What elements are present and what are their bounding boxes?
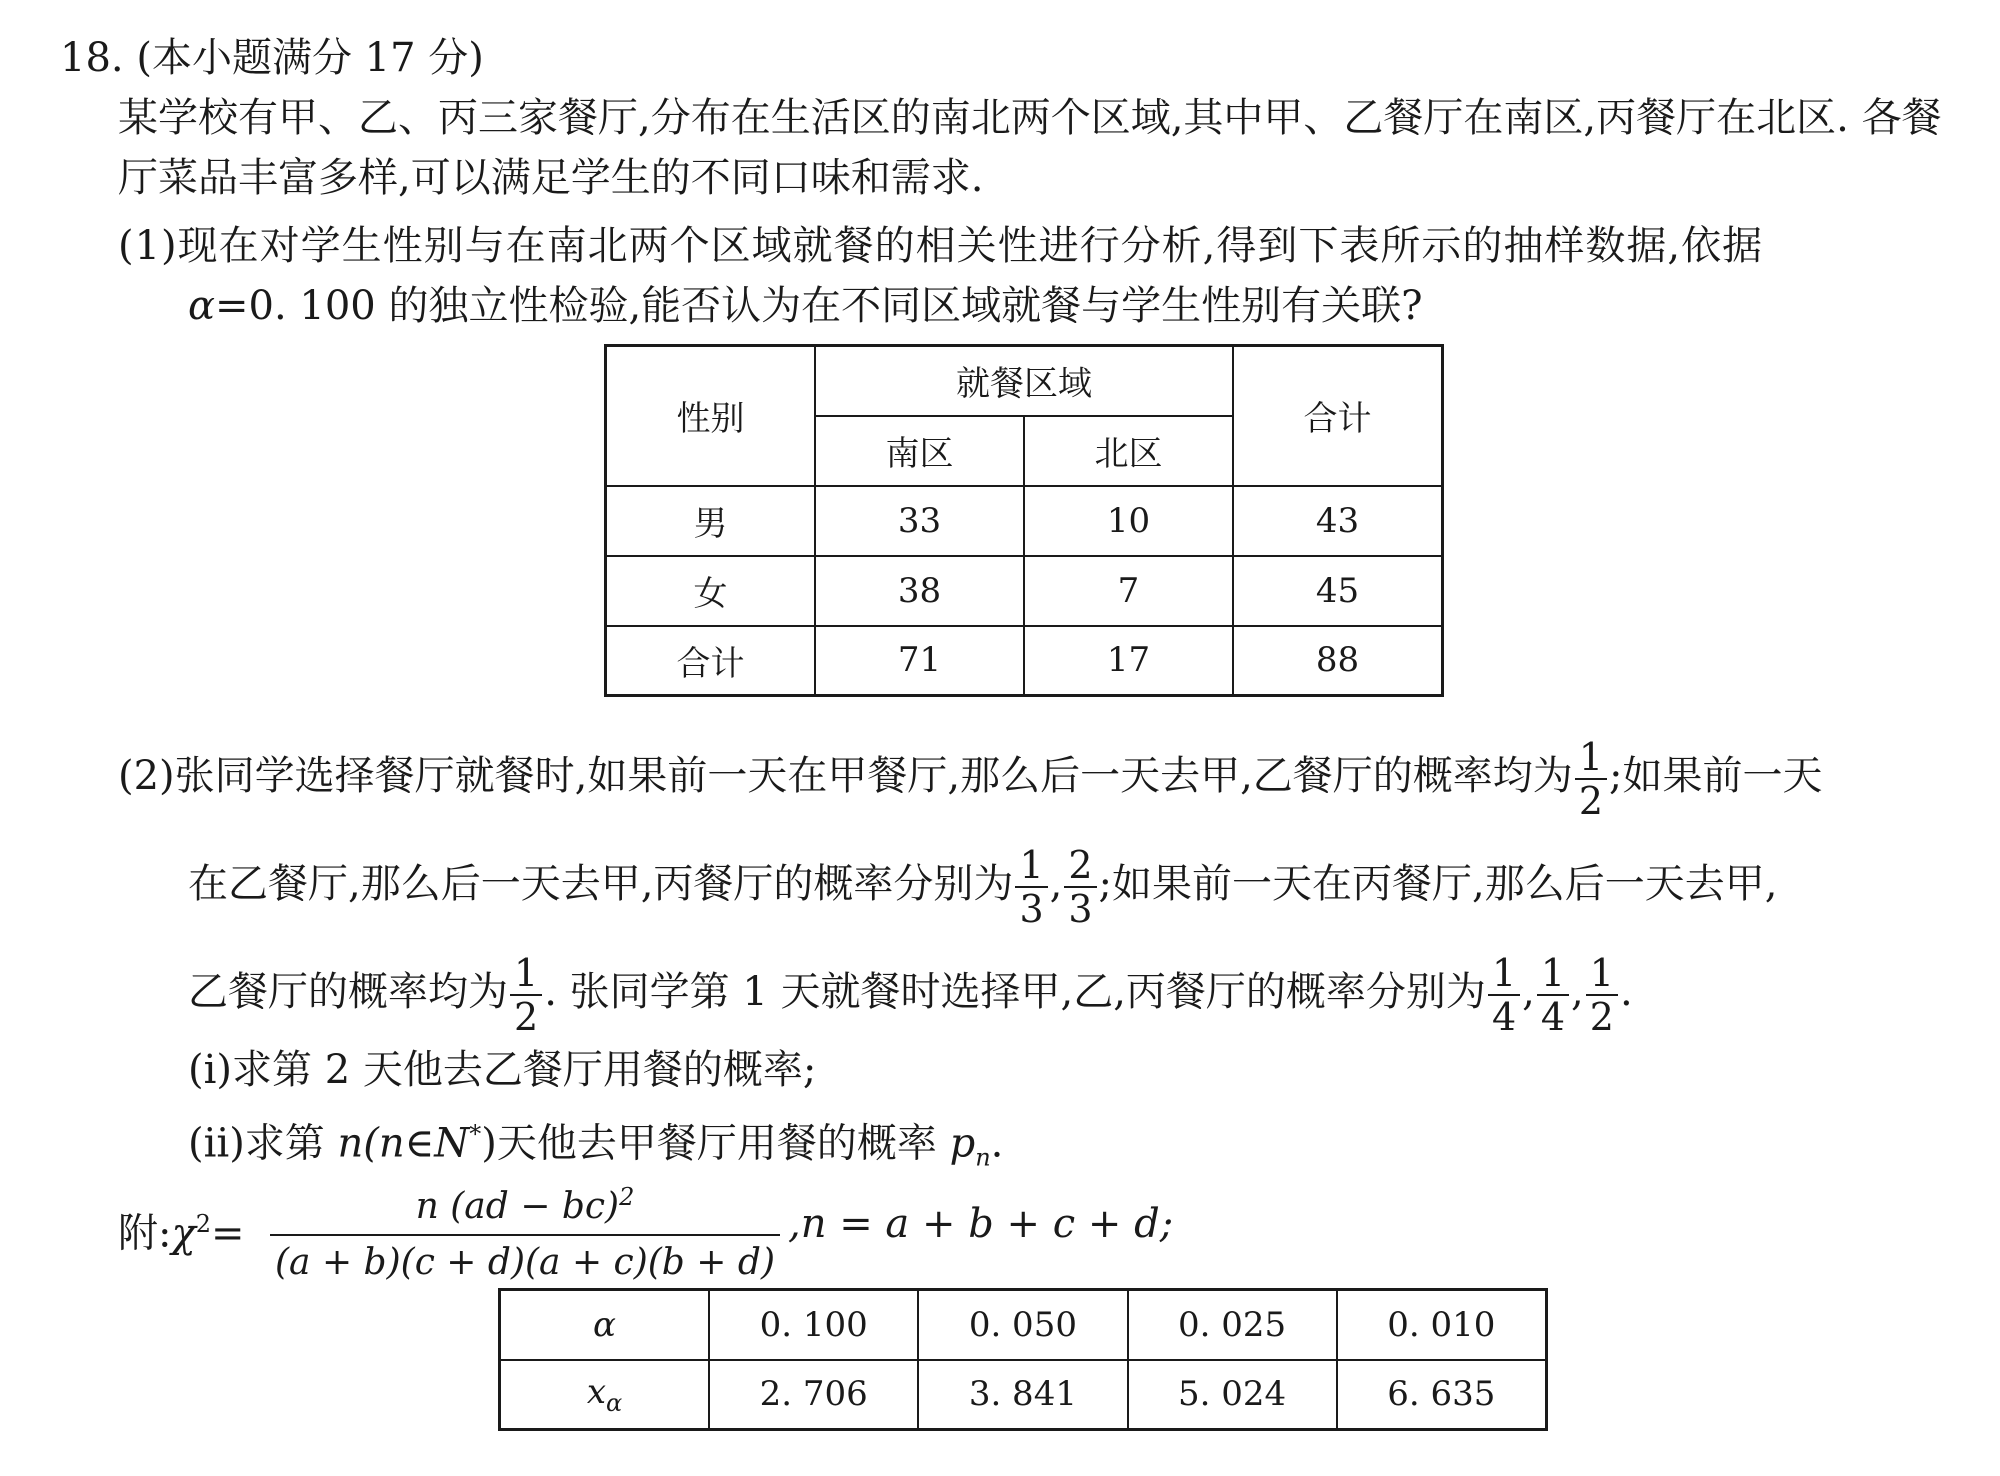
- contingency-table: [604, 344, 1444, 697]
- part1-line-2: [188, 282, 1423, 330]
- fraction-quarter: $\frac{1}{4}$: [1488, 952, 1520, 1038]
- part2-line-2-text: 在乙餐厅,那么后一天去甲,丙餐厅的概率分别为: [188, 861, 1014, 907]
- cell-north: 7: [1024, 556, 1233, 626]
- alpha-value: 0. 050: [918, 1290, 1127, 1360]
- fraction-half: $\frac{1}{2}$: [510, 952, 542, 1038]
- cell-south: 38: [815, 556, 1024, 626]
- header-south: 南区: [815, 416, 1024, 486]
- cell-total: 43: [1233, 486, 1443, 556]
- header-gender: 性别: [606, 346, 815, 486]
- x-value: 6. 635: [1337, 1360, 1547, 1430]
- x-value: 3. 841: [918, 1360, 1127, 1430]
- cell-total: 45: [1233, 556, 1443, 626]
- formula-numerator: n (ad − bc): [415, 1186, 620, 1227]
- alpha-value: 0. 100: [709, 1290, 918, 1360]
- x-value: 2. 706: [709, 1360, 918, 1430]
- fraction-third: $\frac{1}{3}$: [1015, 844, 1047, 930]
- part2-line-3-mid: . 张同学第 1 天就餐时选择甲,乙,丙餐厅的概率分别为: [544, 969, 1486, 1015]
- part1-line-1: (1)现在对学生性别与在南北两个区域就餐的相关性进行分析,得到下表所示的抽样数据,依据: [118, 223, 1764, 269]
- table-row: [606, 556, 1443, 626]
- intro-line-2: 厅菜品丰富多样,可以满足学生的不同口味和需求.: [118, 155, 984, 201]
- critical-value-table: [498, 1288, 1548, 1431]
- appendix-label: 附$:\chi^2=$: [118, 1210, 245, 1257]
- chi-square-formula: $\frac{n (ad - bc)^2}{(a + b)(c + d)(a + c)(b + d)}$: [270, 1176, 780, 1284]
- part2-line-1-tail: ;如果前一天: [1609, 753, 1823, 799]
- question-number: 18.: [60, 35, 124, 81]
- table-row: [606, 626, 1443, 696]
- question-header: [60, 34, 484, 82]
- part2-line-1: [118, 736, 1822, 822]
- cell-north: 10: [1024, 486, 1233, 556]
- part2-line-1-text: (2)张同学选择餐厅就餐时,如果前一天在甲餐厅,那么后一天去甲,乙餐厅的概率均为: [118, 753, 1573, 799]
- cell-total: 88: [1233, 626, 1443, 696]
- fraction-half: $\frac{1}{2}$: [1586, 952, 1618, 1038]
- formula-tail: ,n = a + b + c + d;: [788, 1201, 1174, 1247]
- x-value: 5. 024: [1128, 1360, 1337, 1430]
- alpha-symbol: α: [188, 283, 216, 329]
- fraction-half: $\frac{1}{2}$: [1575, 736, 1607, 822]
- score-note: (本小题满分 17 分): [136, 35, 484, 81]
- header-region: 就餐区域: [815, 346, 1233, 416]
- cell-south: 71: [815, 626, 1024, 696]
- sub-question-i: (ⅰ)求第 2 天他去乙餐厅用餐的概率;: [188, 1047, 817, 1093]
- part2-line-2: 在乙餐厅,那么后一天去甲,丙餐厅的概率分别为 $\frac{1}{3}$ , $\frac{2}{3}$ ;如果前一天在丙餐厅,那么后一天去甲,: [188, 843, 1778, 931]
- row-label: 合计: [606, 626, 815, 696]
- cell-north: 17: [1024, 626, 1233, 696]
- alpha-value: 0. 025: [1128, 1290, 1337, 1360]
- cell-south: 33: [815, 486, 1024, 556]
- fraction-two-thirds: $\frac{2}{3}$: [1064, 844, 1096, 930]
- chi-symbol: χ: [171, 1210, 196, 1257]
- part1-line-2-text: =0. 100 的独立性检验,能否认为在不同区域就餐与学生性别有关联?: [215, 283, 1423, 329]
- part2-line-2-tail: ;如果前一天在丙餐厅,那么后一天去甲,: [1098, 861, 1778, 907]
- sub-question-ii: (ⅱ)求第 n(n∈N*)天他去甲餐厅用餐的概率 $p_n$.: [188, 1120, 1004, 1172]
- part2-line-3: 乙餐厅的概率均为 $\frac{1}{2}$ . 张同学第 1 天就餐时选择甲,乙,丙餐厅的概率分别为 $\frac{1}{4}$ , $\frac{1}{4}$ , $\frac{1}{2}$ .: [188, 951, 1633, 1039]
- part2-line-3-text: 乙餐厅的概率均为: [188, 969, 508, 1015]
- fraction-quarter: $\frac{1}{4}$: [1537, 952, 1569, 1038]
- formula-denominator: (a + b)(c + d)(a + c)(b + d): [275, 1242, 775, 1283]
- row-label: 男: [606, 486, 815, 556]
- table-row: [500, 1360, 1547, 1430]
- x-alpha-header: $x_\alpha$: [500, 1360, 710, 1430]
- table-row: [606, 486, 1443, 556]
- alpha-header: α: [500, 1290, 710, 1360]
- row-label: 女: [606, 556, 815, 626]
- header-total: 合计: [1233, 346, 1443, 486]
- intro-line-1: 某学校有甲、乙、丙三家餐厅,分布在生活区的南北两个区域,其中甲、乙餐厅在南区,丙餐厅在北区. 各餐: [118, 95, 1942, 141]
- table-row: [500, 1290, 1547, 1360]
- alpha-value: 0. 010: [1337, 1290, 1547, 1360]
- header-north: 北区: [1024, 416, 1233, 486]
